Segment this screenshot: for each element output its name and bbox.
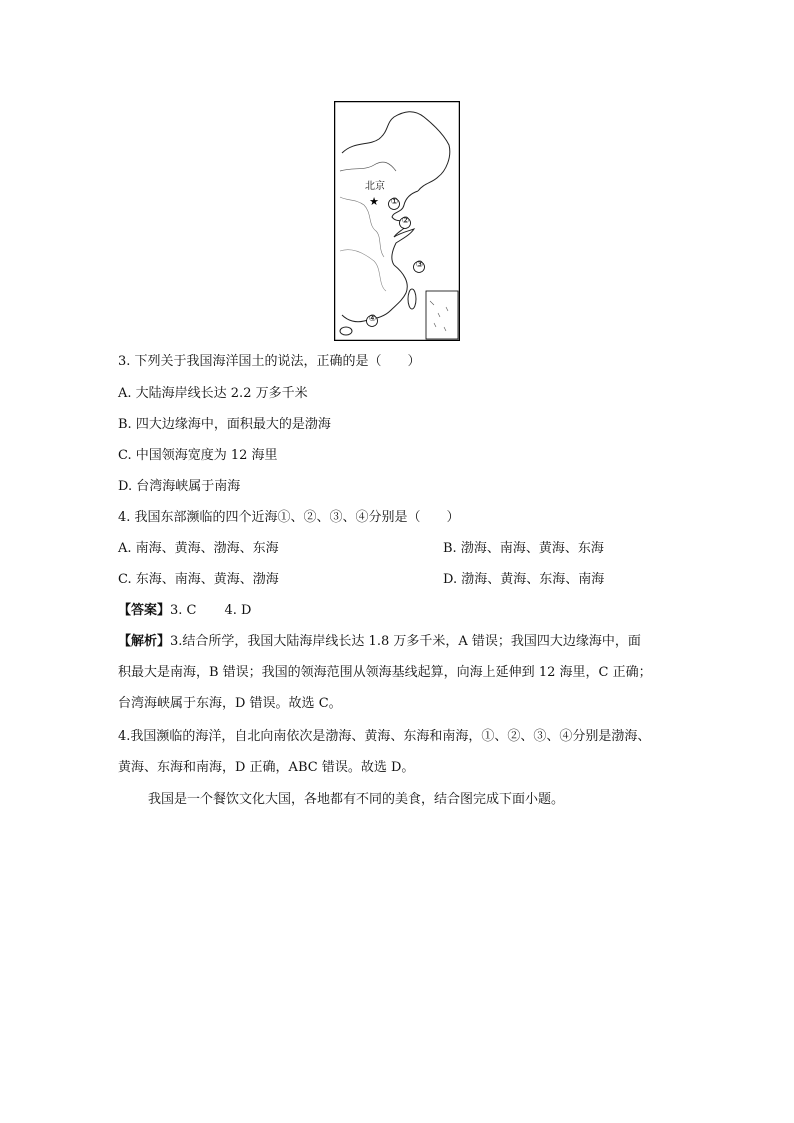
- analysis-line-1: [118, 633, 641, 651]
- question-3-option-b: B. 四大边缘海中，面积最大的是渤海: [118, 417, 331, 432]
- question-3-stem: 3. 下列关于我国海洋国土的说法，正确的是（ ）: [118, 354, 421, 369]
- map-marker-1: ①: [390, 197, 399, 207]
- answer-label: 【答案】: [118, 603, 171, 618]
- question-4-stem: 4. 我国东部濒临的四个近海①、②、③、④分别是（ ）: [118, 510, 460, 525]
- question-3-option-c: C. 中国领海宽度为 12 海里: [118, 448, 278, 463]
- question-4-option-d: D. 渤海、黄海、东海、南海: [443, 572, 605, 587]
- answer-4: 4. D: [224, 603, 252, 618]
- analysis-line-4: 4.我国濒临的海洋，自北向南依次是渤海、黄海、东海和南海，①、②、③、④分别是渤海、: [118, 729, 651, 744]
- china-east-coast-map: [334, 101, 460, 341]
- question-4-option-a: A. 南海、黄海、渤海、东海: [118, 541, 279, 556]
- map-marker-2: ②: [401, 216, 410, 226]
- analysis-label: 【解析】: [118, 634, 171, 649]
- answer-line: [118, 602, 251, 620]
- analysis-line-3: 台湾海峡属于东海，D 错误。故选 C。: [118, 696, 342, 711]
- analysis-text-1: 3.结合所学，我国大陆海岸线长达 1.8 万多千米，A 错误；我国四大边缘海中，面: [170, 634, 641, 649]
- map-marker-3: ③: [415, 260, 424, 270]
- svg-text:★: ★: [369, 195, 379, 208]
- question-4-option-b: B. 渤海、南海、黄海、东海: [443, 541, 604, 556]
- question-3-option-d: D. 台湾海峡属于南海: [118, 479, 241, 494]
- question-3-option-a: A. 大陆海岸线长达 2.2 万多千米: [118, 386, 308, 401]
- question-4-option-c: C. 东海、南海、黄海、渤海: [118, 572, 279, 587]
- answer-3: 3. C: [170, 603, 197, 618]
- map-label-beijing: 北京: [365, 181, 385, 192]
- next-section-intro: 我国是一个餐饮文化大国，各地都有不同的美食，结合图完成下面小题。: [148, 792, 565, 807]
- analysis-line-2: 积最大是南海，B 错误；我国的领海范围从领海基线起算，向海上延伸到 12 海里，C 正确；: [118, 665, 652, 680]
- map-marker-4: ④: [368, 314, 377, 324]
- analysis-line-5: 黄海、东海和南海，D 正确，ABC 错误。故选 D。: [118, 760, 415, 775]
